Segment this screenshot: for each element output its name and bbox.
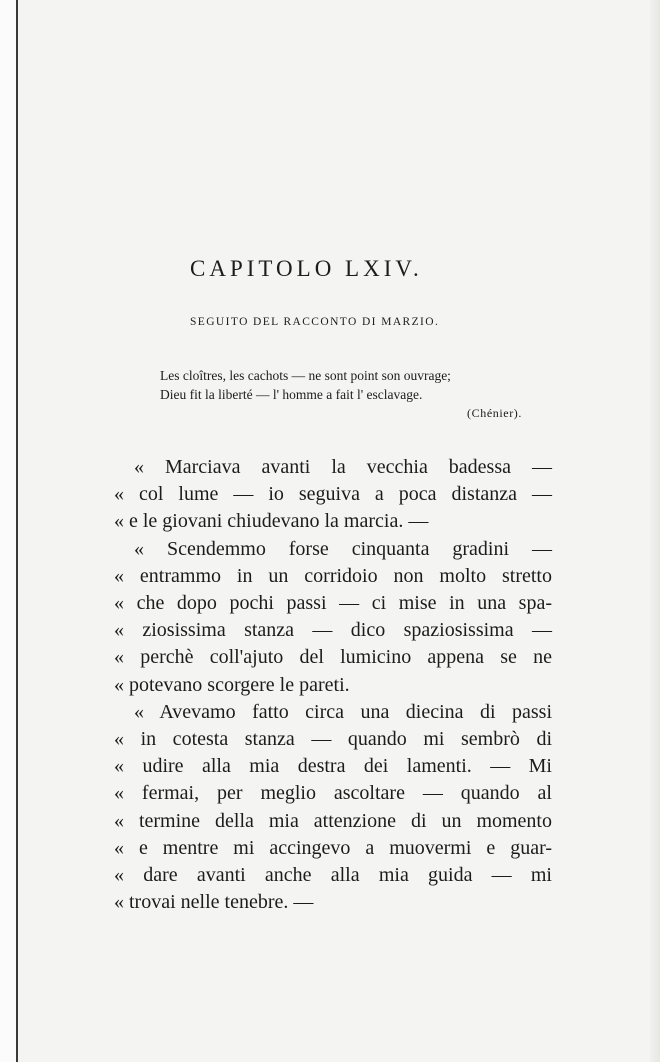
body-line: « dare avanti anche alla mia guida — mi — [114, 864, 552, 887]
body-line: « potevano scorgere le pareti. — [114, 673, 350, 696]
epigraph-attribution: (Chénier). — [467, 406, 522, 420]
body-text — [114, 454, 552, 916]
body-line: « udire alla mia destra dei lamenti. — Mi — [114, 755, 552, 778]
epigraph-line: Dieu fit la liberté — l' homme a fait l' esclavage. — [160, 387, 423, 402]
epigraph-line: Les cloîtres, les cachots — ne sont point son ouvrage; — [160, 368, 451, 383]
chapter-subtitle: SEGUITO DEL RACCONTO DI MARZIO. — [190, 316, 440, 328]
body-line: « Avevamo fatto circa una diecina di passi — [134, 700, 552, 723]
body-line: « e mentre mi accingevo a muovermi e guar- — [114, 836, 552, 859]
body-line: « entrammo in un corridoio non molto stretto — [114, 564, 552, 587]
body-line: « in cotesta stanza — quando mi sembrò di — [114, 728, 552, 751]
body-line: « perchè coll'ajuto del lumicino appena se ne — [114, 646, 552, 669]
body-line: « trovai nelle tenebre. — — [114, 891, 314, 914]
body-line: « ziosissima stanza — dico spaziosissima — — [114, 619, 552, 642]
epigraph — [160, 366, 530, 423]
body-line: « Scendemmo forse cinquanta gradini — — [134, 537, 552, 560]
body-line: « e le giovani chiudevano la marcia. — — [114, 510, 429, 533]
body-line: « termine della mia attenzione di un momento — [114, 809, 552, 832]
body-line: « fermai, per meglio ascoltare — quando al — [114, 782, 552, 805]
page-right-edge — [650, 0, 660, 1062]
page-spine-edge — [0, 0, 18, 1062]
chapter-title: CAPITOLO LXIV. — [190, 256, 423, 281]
body-line: « che dopo pochi passi — ci mise in una spa- — [114, 592, 552, 615]
body-line: « Marciava avanti la vecchia badessa — — [134, 456, 552, 478]
body-line: « col lume — io seguiva a poca distanza — — [114, 483, 552, 506]
